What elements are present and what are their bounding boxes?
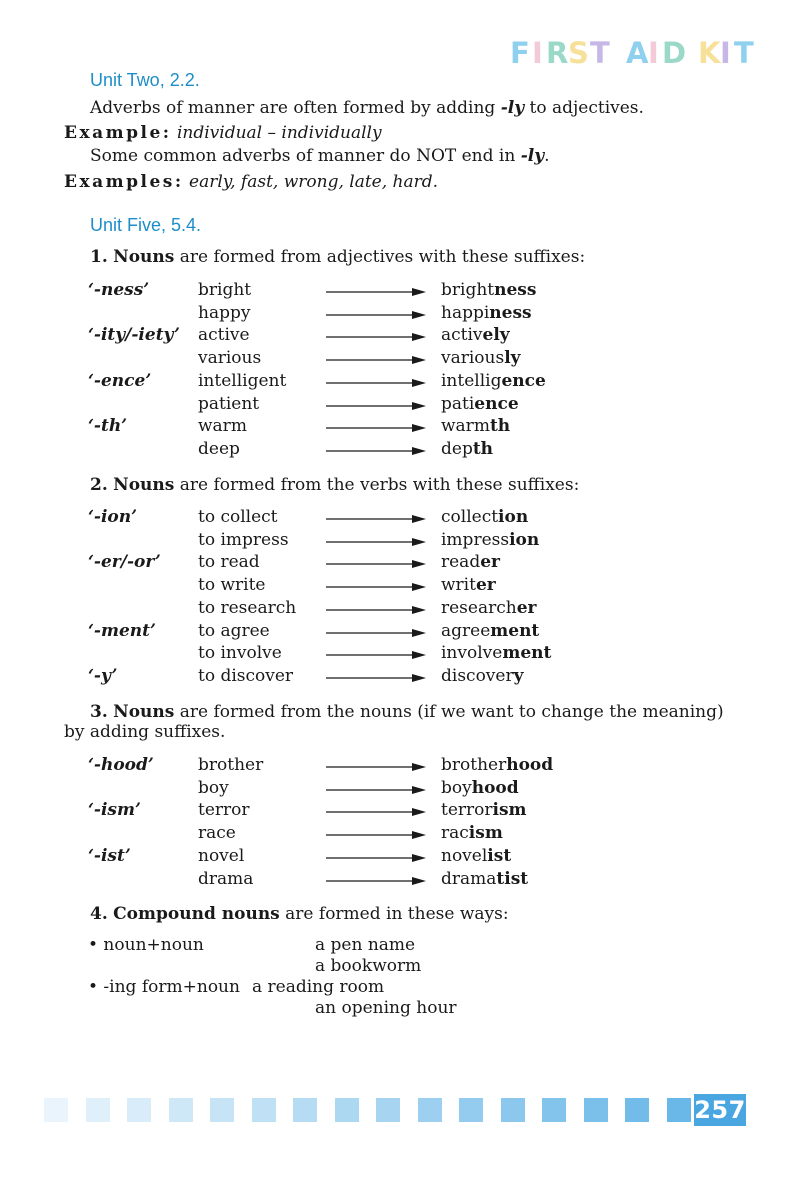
base-word: to discover (198, 665, 294, 686)
base-word: various (198, 348, 262, 369)
footer-square (169, 1098, 193, 1122)
arrow-icon (326, 446, 426, 456)
base-word: to research (198, 597, 297, 618)
derived-noun: boyhood (441, 777, 519, 798)
bullet-noun-noun-ex1: a pen name (315, 935, 416, 955)
logo-letter: K (698, 36, 722, 70)
arrow-icon (326, 762, 426, 772)
section1-row (0, 370, 800, 392)
derived-noun: novelist (441, 845, 512, 866)
suffix-label: ‘-er/-or’ (88, 552, 161, 573)
derived-noun: dramatist (441, 868, 529, 889)
section3-intro: 3. Nouns are formed from the nouns (if we want to change the meaning) (90, 702, 724, 722)
section1-row (0, 415, 800, 437)
derived-noun: patience (441, 393, 519, 414)
derived-noun: warmth (441, 416, 511, 437)
base-word: to agree (198, 620, 270, 641)
section2-row (0, 597, 800, 619)
arrow-icon (326, 582, 426, 592)
section2-row (0, 529, 800, 551)
derived-noun: happiness (441, 302, 532, 323)
arrow-icon (326, 785, 426, 795)
footer-square (418, 1098, 442, 1122)
section2-row (0, 620, 800, 642)
bullet-ing-noun-ex1: a reading room (252, 977, 385, 997)
unit-two-line1: Adverbs of manner are often formed by adding -ly to adjectives. (90, 98, 644, 118)
unit-two-example: Example: individual – individually (64, 123, 382, 143)
section4-intro: 4. Compound nouns are formed in these ways: (90, 904, 509, 924)
suffix-label: ‘-y’ (88, 665, 118, 686)
arrow-icon (326, 876, 426, 886)
suffix-label: ‘-hood’ (88, 755, 154, 775)
suffix-label: ‘-ity/-iety’ (88, 325, 180, 346)
base-word: to read (198, 552, 260, 573)
derived-noun: impression (441, 529, 540, 550)
logo-letter: F (510, 36, 531, 70)
base-word: patient (198, 393, 260, 414)
base-word: warm (198, 416, 247, 437)
footer-square (293, 1098, 317, 1122)
base-word: intelligent (198, 370, 287, 391)
section3-row (0, 822, 800, 844)
arrow-icon (326, 628, 426, 638)
base-word: to involve (198, 643, 282, 664)
section1-row (0, 302, 800, 324)
first-aid-kit-logo (510, 36, 755, 70)
section3-row (0, 799, 800, 821)
section2-row (0, 642, 800, 664)
arrow-icon (326, 830, 426, 840)
arrow-icon (326, 650, 426, 660)
base-word: terror (198, 800, 250, 821)
suffix-label: ‘-ist’ (88, 845, 131, 866)
suffix-label: ‘-ment’ (88, 620, 156, 641)
arrow-icon (326, 378, 426, 388)
logo-letter: D (662, 36, 688, 70)
base-word: happy (198, 302, 251, 323)
arrow-icon (326, 287, 426, 297)
bullet-noun-noun: • noun+noun (88, 935, 204, 955)
base-word: to impress (198, 529, 289, 550)
base-word: deep (198, 438, 240, 459)
base-word: race (198, 823, 236, 844)
unit-five-heading: Unit Five, 5.4. (90, 215, 202, 235)
section1-intro: 1. Nouns are formed from adjectives with these suffixes: (90, 247, 586, 267)
derived-noun: researcher (441, 597, 537, 618)
logo-letter: I (648, 36, 660, 70)
arrow-icon (326, 807, 426, 817)
logo-letter: I (532, 36, 544, 70)
derived-noun: brotherhood (441, 755, 554, 775)
bullet-ing-noun: • -ing form+noun (88, 977, 240, 997)
section3-row (0, 845, 800, 867)
suffix-label: ‘-ion’ (88, 507, 138, 527)
base-word: boy (198, 777, 229, 798)
derived-noun: discovery (441, 665, 524, 686)
section1-row (0, 438, 800, 460)
section2-row (0, 574, 800, 596)
base-word: brother (198, 755, 264, 775)
suffix-label: ‘-ism’ (88, 800, 141, 821)
derived-noun: involvement (441, 643, 552, 664)
unit-two-examples: Examples: early, fast, wrong, late, hard. (64, 172, 439, 192)
footer-square (335, 1098, 359, 1122)
suffix-label: ‘-ence’ (88, 370, 152, 391)
derived-noun: terrorism (441, 800, 527, 821)
base-word: to write (198, 575, 266, 596)
footer-square (44, 1098, 68, 1122)
section1-row (0, 393, 800, 415)
base-word: novel (198, 845, 245, 866)
derived-noun: reader (441, 552, 500, 573)
section2-intro: 2. Nouns are formed from the verbs with these suffixes: (90, 475, 580, 495)
section2-row (0, 665, 800, 687)
base-word: drama (198, 868, 254, 889)
derived-noun: brightness (441, 280, 537, 300)
arrow-icon (326, 673, 426, 683)
logo-letter: A (626, 36, 650, 70)
page-number: 257 (694, 1096, 746, 1124)
derived-noun: depth (441, 438, 494, 459)
section2-row (0, 506, 800, 528)
logo-letter: I (720, 36, 732, 70)
arrow-icon (326, 355, 426, 365)
suffix-label: ‘-ness’ (88, 280, 150, 300)
footer-square (459, 1098, 483, 1122)
arrow-icon (326, 559, 426, 569)
footer-square (667, 1098, 691, 1122)
derived-noun: variously (441, 348, 521, 369)
bullet-noun-noun-ex2: a bookworm (315, 956, 422, 976)
footer-square (376, 1098, 400, 1122)
derived-noun: actively (441, 325, 510, 346)
unit-two-heading: Unit Two, 2.2. (90, 70, 200, 90)
suffix-label: ‘-th’ (88, 416, 128, 437)
logo-letter: S (568, 36, 590, 70)
logo-letter: R (546, 36, 570, 70)
unit-two-line2: Some common adverbs of manner do NOT end in -ly. (90, 146, 550, 166)
footer-square (86, 1098, 110, 1122)
arrow-icon (326, 605, 426, 615)
footer-square (252, 1098, 276, 1122)
section1-row (0, 279, 800, 301)
arrow-icon (326, 423, 426, 433)
footer-square (127, 1098, 151, 1122)
derived-noun: collection (441, 507, 529, 527)
base-word: active (198, 325, 250, 346)
bullet-ing-noun-ex2: an opening hour (315, 998, 457, 1018)
section1-row (0, 324, 800, 346)
arrow-icon (326, 514, 426, 524)
footer-square (542, 1098, 566, 1122)
arrow-icon (326, 310, 426, 320)
arrow-icon (326, 332, 426, 342)
footer-square (625, 1098, 649, 1122)
footer-square (501, 1098, 525, 1122)
section3-intro-cont: by adding suffixes. (64, 722, 226, 742)
logo-letter: T (590, 36, 611, 70)
logo-letter: T (734, 36, 755, 70)
arrow-icon (326, 853, 426, 863)
arrow-icon (326, 401, 426, 411)
section1-row (0, 347, 800, 369)
section3-row (0, 754, 800, 776)
section2-row (0, 551, 800, 573)
base-word: bright (198, 280, 252, 300)
arrow-icon (326, 537, 426, 547)
derived-noun: racism (441, 823, 503, 844)
derived-noun: intelligence (441, 370, 546, 391)
derived-noun: agreement (441, 620, 540, 641)
derived-noun: writer (441, 575, 496, 596)
base-word: to collect (198, 507, 278, 527)
footer-square (210, 1098, 234, 1122)
section3-row (0, 777, 800, 799)
section3-row (0, 868, 800, 890)
footer-square (584, 1098, 608, 1122)
